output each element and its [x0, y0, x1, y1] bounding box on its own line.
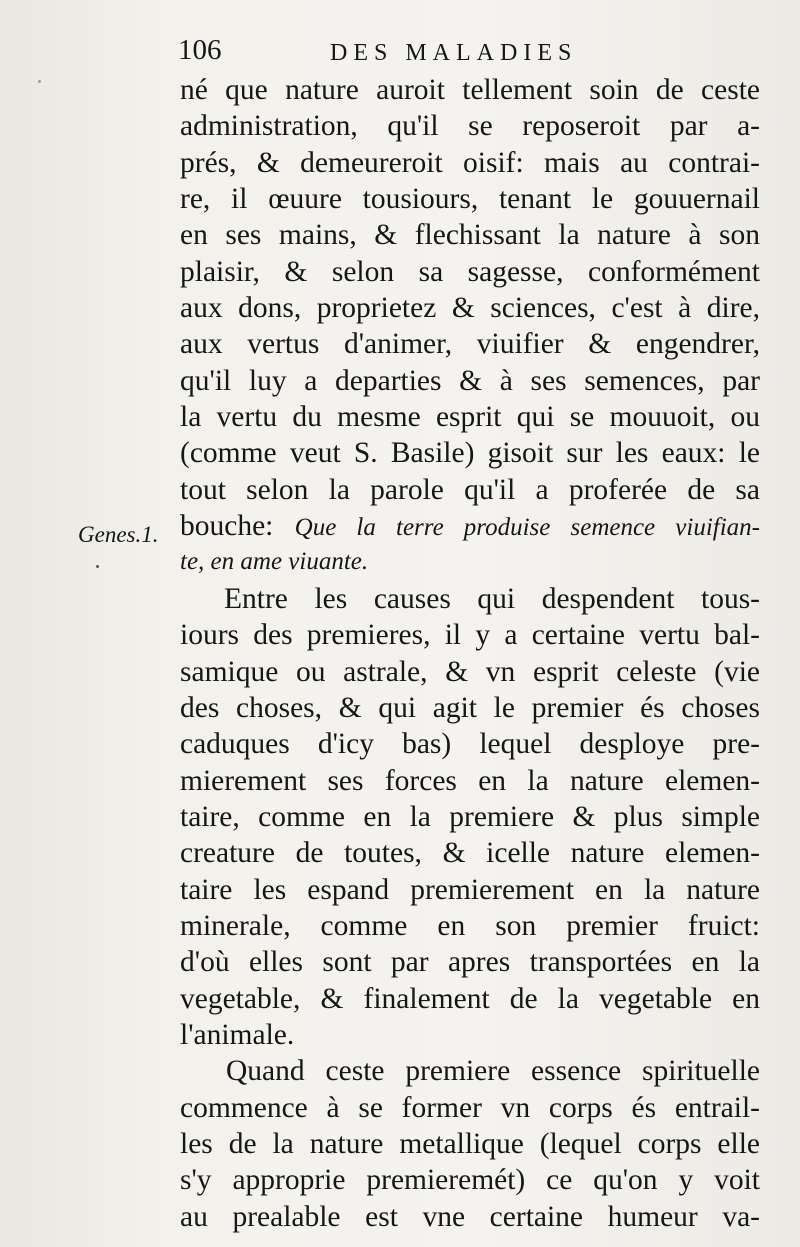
ink-speck [96, 565, 99, 568]
text-line: caduques d'icy bas) lequel desploye pre- [180, 728, 760, 761]
text-line: taire, comme en la premiere & plus simple [180, 800, 760, 833]
scripture-quote: Que la terre produise semence viuifian- [294, 514, 760, 542]
text-line: creature de toutes, & icelle nature elemen- [180, 837, 760, 870]
paragraph-1 [180, 72, 760, 581]
text-line: mierement ses forces en la nature elemen- [180, 764, 760, 797]
quote-prefix: bouche: [180, 510, 295, 543]
text-line: samique ou astrale, & vn esprit celeste (vie [180, 655, 760, 688]
margin-note: Genes.1. [78, 522, 159, 547]
scripture-quote-end: te, en ame viuante. [180, 548, 369, 576]
text-line: administration, qu'il se reposeroit par a- [180, 110, 760, 143]
text-line: commence à se former vn corps és entrail- [180, 1091, 760, 1124]
text-line: vegetable, & finalement de la vegetable en [180, 982, 760, 1015]
text-line: des choses, & qui agit le premier és choses [180, 691, 760, 724]
page-header [178, 34, 778, 74]
text-line: qu'il luy a departies & à ses semences, par [180, 364, 760, 397]
text-line: plaisir, & selon sa sagesse, conformément [180, 255, 760, 288]
text-line: né que nature auroit tellement soin de ceste [180, 74, 760, 106]
page-number: 106 [178, 34, 222, 66]
body-text [180, 72, 760, 1235]
text-line: d'où elles sont par apres transportées en la [180, 946, 760, 979]
text-line: les de la nature metallique (lequel corps elle [180, 1127, 760, 1160]
text-line: re, il œuure tousiours, tenant le gouuernail [180, 183, 760, 216]
ink-speck [38, 80, 41, 83]
paragraph-2 [180, 581, 760, 1053]
quote-line [180, 508, 760, 544]
text-line: tout selon la parole qu'il a proferée de sa [180, 473, 760, 506]
text-line: au prealable est vne certaine humeur va- [180, 1200, 760, 1233]
text-line: Entre les causes qui despendent tous- [224, 582, 760, 615]
text-line: en ses mains, & flechissant la nature à son [180, 219, 760, 252]
text-line: aux dons, proprietez & sciences, c'est à dire, [180, 292, 760, 325]
text-line: l'animale. [180, 1018, 295, 1051]
text-line: s'y approprie premieremét) ce qu'on y voit [180, 1164, 760, 1197]
text-line: la vertu du mesme esprit qui se mouuoit, ou [180, 401, 760, 434]
text-line: aux vertus d'animer, viuifier & engendrer, [180, 328, 760, 361]
text-line: Quand ceste premiere essence spirituelle [226, 1055, 760, 1088]
text-line: (comme veut S. Basile) gisoit sur les eaux: le [180, 437, 760, 470]
running-title: DES MALADIES [330, 40, 578, 66]
text-line: taire les espand premierement en la nature [180, 873, 760, 906]
text-line: minerale, comme en son premier fruict: [180, 909, 760, 942]
paragraph-3 [180, 1053, 760, 1235]
text-line: iours des premieres, il y a certaine vertu bal- [180, 619, 760, 652]
text-line: prés, & demeureroit oisif: mais au contrai- [180, 146, 760, 179]
